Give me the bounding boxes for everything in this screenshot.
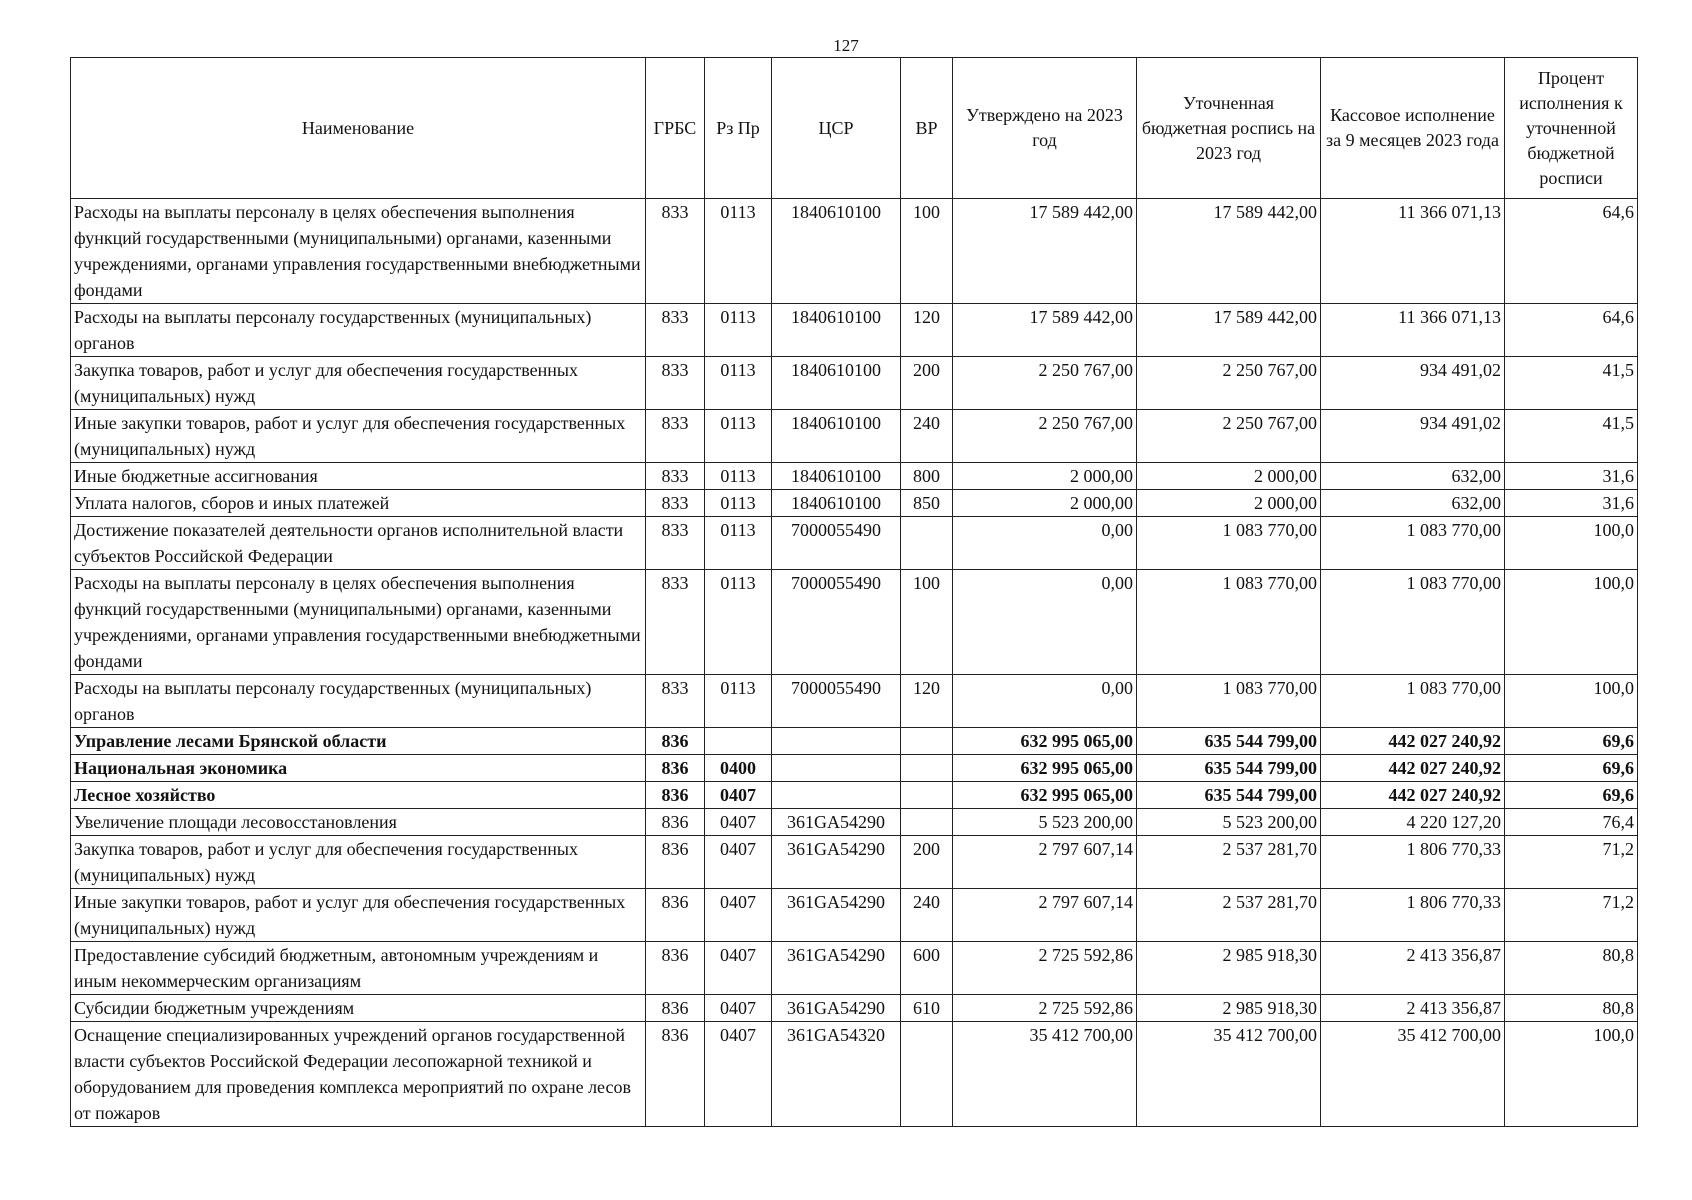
cell-executed: 2 413 356,87	[1321, 995, 1505, 1022]
cell-percent: 80,8	[1505, 942, 1638, 995]
cell-name: Достижение показателей деятельности органов исполнительной власти субъектов Российской Федерации	[71, 517, 646, 570]
cell-rzpr: 0113	[705, 199, 772, 304]
cell-approved: 2 797 607,14	[953, 836, 1137, 889]
cell-csr: 361GA54290	[772, 809, 901, 836]
cell-percent: 100,0	[1505, 675, 1638, 728]
cell-grbs: 836	[646, 889, 705, 942]
cell-rzpr: 0407	[705, 809, 772, 836]
cell-name: Уплата налогов, сборов и иных платежей	[71, 490, 646, 517]
cell-rzpr: 0113	[705, 675, 772, 728]
cell-name: Закупка товаров, работ и услуг для обеспечения государственных (муниципальных) нужд	[71, 836, 646, 889]
cell-refined: 635 544 799,00	[1137, 755, 1321, 782]
cell-name: Лесное хозяйство	[71, 782, 646, 809]
cell-rzpr: 0113	[705, 357, 772, 410]
cell-approved: 2 725 592,86	[953, 942, 1137, 995]
cell-refined: 2 000,00	[1137, 463, 1321, 490]
cell-approved: 632 995 065,00	[953, 728, 1137, 755]
cell-percent: 31,6	[1505, 490, 1638, 517]
table-row	[71, 410, 1638, 463]
table-row	[71, 199, 1638, 304]
header-refined: Уточненная бюджетная роспись на 2023 год	[1137, 58, 1321, 199]
cell-rzpr: 0407	[705, 889, 772, 942]
cell-csr: 1840610100	[772, 199, 901, 304]
cell-vr	[901, 782, 953, 809]
cell-executed: 442 027 240,92	[1321, 782, 1505, 809]
cell-percent: 71,2	[1505, 836, 1638, 889]
cell-vr: 100	[901, 199, 953, 304]
cell-grbs: 836	[646, 942, 705, 995]
cell-vr: 600	[901, 942, 953, 995]
cell-name: Закупка товаров, работ и услуг для обеспечения государственных (муниципальных) нужд	[71, 357, 646, 410]
header-approved: Утверждено на 2023 год	[953, 58, 1137, 199]
header-grbs: ГРБС	[646, 58, 705, 199]
table-header-row	[71, 58, 1638, 199]
cell-approved: 35 412 700,00	[953, 1022, 1137, 1127]
cell-vr: 240	[901, 889, 953, 942]
cell-name: Расходы на выплаты персоналу государственных (муниципальных) органов	[71, 304, 646, 357]
cell-refined: 17 589 442,00	[1137, 304, 1321, 357]
table-row	[71, 675, 1638, 728]
cell-rzpr: 0407	[705, 942, 772, 995]
cell-name: Иные закупки товаров, работ и услуг для обеспечения государственных (муниципальных) нужд	[71, 889, 646, 942]
header-executed: Кассовое исполнение за 9 месяцев 2023 года	[1321, 58, 1505, 199]
header-name: Наименование	[71, 58, 646, 199]
cell-grbs: 836	[646, 1022, 705, 1127]
cell-csr: 361GA54290	[772, 995, 901, 1022]
cell-approved: 17 589 442,00	[953, 304, 1137, 357]
cell-refined: 2 000,00	[1137, 490, 1321, 517]
cell-vr: 240	[901, 410, 953, 463]
table-row	[71, 889, 1638, 942]
header-percent: Процент исполнения к уточненной бюджетной росписи	[1505, 58, 1638, 199]
cell-approved: 5 523 200,00	[953, 809, 1137, 836]
cell-grbs: 836	[646, 728, 705, 755]
cell-approved: 632 995 065,00	[953, 782, 1137, 809]
cell-executed: 11 366 071,13	[1321, 199, 1505, 304]
cell-csr: 361GA54290	[772, 889, 901, 942]
cell-approved: 2 000,00	[953, 490, 1137, 517]
cell-executed: 934 491,02	[1321, 357, 1505, 410]
cell-refined: 2 250 767,00	[1137, 410, 1321, 463]
table-row	[71, 942, 1638, 995]
cell-vr: 200	[901, 836, 953, 889]
cell-grbs: 833	[646, 675, 705, 728]
cell-percent: 64,6	[1505, 199, 1638, 304]
cell-refined: 2 537 281,70	[1137, 836, 1321, 889]
cell-name: Расходы на выплаты персоналу в целях обеспечения выполнения функций государственными (муниципальными) органами, казенными учреждениями, органами управления государственными внебюджетными фондами	[71, 570, 646, 675]
cell-name: Управление лесами Брянской области	[71, 728, 646, 755]
cell-approved: 0,00	[953, 675, 1137, 728]
cell-csr: 7000055490	[772, 517, 901, 570]
cell-grbs: 833	[646, 517, 705, 570]
cell-name: Иные закупки товаров, работ и услуг для обеспечения государственных (муниципальных) нужд	[71, 410, 646, 463]
cell-rzpr: 0407	[705, 782, 772, 809]
cell-grbs: 836	[646, 995, 705, 1022]
cell-percent: 31,6	[1505, 463, 1638, 490]
table-row	[71, 357, 1638, 410]
cell-vr: 100	[901, 570, 953, 675]
cell-percent: 76,4	[1505, 809, 1638, 836]
cell-csr: 1840610100	[772, 410, 901, 463]
cell-vr: 610	[901, 995, 953, 1022]
cell-name: Оснащение специализированных учреждений органов государственной власти субъектов Российской Федерации лесопожарной техникой и оборудованием для проведения комплекса мероприятий по охране лесов от пожаров	[71, 1022, 646, 1127]
cell-percent: 41,5	[1505, 357, 1638, 410]
page-number: 127	[833, 36, 859, 55]
cell-vr	[901, 755, 953, 782]
cell-refined: 35 412 700,00	[1137, 1022, 1321, 1127]
table-row	[71, 517, 1638, 570]
cell-rzpr: 0113	[705, 570, 772, 675]
cell-executed: 1 806 770,33	[1321, 889, 1505, 942]
cell-vr	[901, 728, 953, 755]
cell-refined: 1 083 770,00	[1137, 517, 1321, 570]
cell-csr: 1840610100	[772, 357, 901, 410]
cell-rzpr: 0113	[705, 517, 772, 570]
cell-percent: 69,6	[1505, 782, 1638, 809]
table-body	[71, 199, 1638, 1127]
cell-name: Расходы на выплаты персоналу в целях обеспечения выполнения функций государственными (муниципальными) органами, казенными учреждениями, органами управления государственными внебюджетными фондами	[71, 199, 646, 304]
cell-rzpr	[705, 728, 772, 755]
cell-rzpr: 0113	[705, 410, 772, 463]
cell-refined: 2 985 918,30	[1137, 995, 1321, 1022]
cell-rzpr: 0113	[705, 490, 772, 517]
table-row	[71, 490, 1638, 517]
cell-rzpr: 0407	[705, 1022, 772, 1127]
table-row	[71, 782, 1638, 809]
cell-grbs: 833	[646, 570, 705, 675]
cell-approved: 2 000,00	[953, 463, 1137, 490]
cell-rzpr: 0113	[705, 463, 772, 490]
header-vr: ВР	[901, 58, 953, 199]
cell-percent: 41,5	[1505, 410, 1638, 463]
cell-rzpr: 0407	[705, 836, 772, 889]
cell-name: Национальная экономика	[71, 755, 646, 782]
cell-rzpr: 0400	[705, 755, 772, 782]
cell-name: Увеличение площади лесовосстановления	[71, 809, 646, 836]
cell-refined: 2 537 281,70	[1137, 889, 1321, 942]
table-row	[71, 809, 1638, 836]
table-row	[71, 304, 1638, 357]
cell-csr: 361GA54290	[772, 942, 901, 995]
cell-grbs: 833	[646, 410, 705, 463]
cell-percent: 69,6	[1505, 728, 1638, 755]
cell-percent: 100,0	[1505, 570, 1638, 675]
cell-grbs: 833	[646, 463, 705, 490]
cell-executed: 632,00	[1321, 490, 1505, 517]
cell-refined: 1 083 770,00	[1137, 570, 1321, 675]
cell-refined: 5 523 200,00	[1137, 809, 1321, 836]
cell-executed: 442 027 240,92	[1321, 728, 1505, 755]
cell-executed: 1 083 770,00	[1321, 675, 1505, 728]
cell-name: Субсидии бюджетным учреждениям	[71, 995, 646, 1022]
cell-vr	[901, 1022, 953, 1127]
cell-grbs: 836	[646, 836, 705, 889]
table-row	[71, 728, 1638, 755]
cell-percent: 64,6	[1505, 304, 1638, 357]
cell-vr: 200	[901, 357, 953, 410]
cell-csr	[772, 755, 901, 782]
cell-executed: 2 413 356,87	[1321, 942, 1505, 995]
cell-vr: 800	[901, 463, 953, 490]
cell-executed: 4 220 127,20	[1321, 809, 1505, 836]
cell-grbs: 833	[646, 490, 705, 517]
cell-csr: 1840610100	[772, 463, 901, 490]
cell-csr	[772, 728, 901, 755]
header-csr: ЦСР	[772, 58, 901, 199]
table-row	[71, 995, 1638, 1022]
cell-approved: 2 250 767,00	[953, 410, 1137, 463]
cell-refined: 635 544 799,00	[1137, 782, 1321, 809]
table-row	[71, 755, 1638, 782]
cell-executed: 934 491,02	[1321, 410, 1505, 463]
cell-approved: 2 250 767,00	[953, 357, 1137, 410]
cell-approved: 632 995 065,00	[953, 755, 1137, 782]
cell-csr	[772, 782, 901, 809]
cell-percent: 100,0	[1505, 1022, 1638, 1127]
cell-grbs: 833	[646, 357, 705, 410]
cell-percent: 71,2	[1505, 889, 1638, 942]
cell-approved: 2 725 592,86	[953, 995, 1137, 1022]
cell-executed: 35 412 700,00	[1321, 1022, 1505, 1127]
header-rzpr: Рз Пр	[705, 58, 772, 199]
cell-name: Расходы на выплаты персоналу государственных (муниципальных) органов	[71, 675, 646, 728]
cell-approved: 0,00	[953, 517, 1137, 570]
budget-execution-table	[70, 57, 1638, 1127]
cell-csr: 361GA54320	[772, 1022, 901, 1127]
cell-executed: 11 366 071,13	[1321, 304, 1505, 357]
cell-csr: 7000055490	[772, 675, 901, 728]
cell-percent: 80,8	[1505, 995, 1638, 1022]
cell-grbs: 836	[646, 809, 705, 836]
cell-vr: 120	[901, 304, 953, 357]
cell-grbs: 833	[646, 199, 705, 304]
cell-refined: 2 985 918,30	[1137, 942, 1321, 995]
cell-csr: 1840610100	[772, 304, 901, 357]
cell-vr	[901, 809, 953, 836]
cell-csr: 1840610100	[772, 490, 901, 517]
cell-executed: 1 083 770,00	[1321, 570, 1505, 675]
cell-executed: 442 027 240,92	[1321, 755, 1505, 782]
cell-name: Иные бюджетные ассигнования	[71, 463, 646, 490]
cell-csr: 361GA54290	[772, 836, 901, 889]
cell-approved: 0,00	[953, 570, 1137, 675]
cell-vr: 120	[901, 675, 953, 728]
cell-name: Предоставление субсидий бюджетным, автономным учреждениям и иным некоммерческим организациям	[71, 942, 646, 995]
cell-refined: 635 544 799,00	[1137, 728, 1321, 755]
table-row	[71, 463, 1638, 490]
cell-executed: 632,00	[1321, 463, 1505, 490]
table-row	[71, 1022, 1638, 1127]
cell-approved: 2 797 607,14	[953, 889, 1137, 942]
cell-vr	[901, 517, 953, 570]
cell-rzpr: 0113	[705, 304, 772, 357]
cell-refined: 17 589 442,00	[1137, 199, 1321, 304]
cell-refined: 1 083 770,00	[1137, 675, 1321, 728]
cell-executed: 1 806 770,33	[1321, 836, 1505, 889]
cell-percent: 100,0	[1505, 517, 1638, 570]
cell-vr: 850	[901, 490, 953, 517]
cell-grbs: 836	[646, 782, 705, 809]
cell-refined: 2 250 767,00	[1137, 357, 1321, 410]
cell-percent: 69,6	[1505, 755, 1638, 782]
cell-executed: 1 083 770,00	[1321, 517, 1505, 570]
cell-grbs: 836	[646, 755, 705, 782]
table-row	[71, 570, 1638, 675]
cell-grbs: 833	[646, 304, 705, 357]
cell-approved: 17 589 442,00	[953, 199, 1137, 304]
table-row	[71, 836, 1638, 889]
cell-csr: 7000055490	[772, 570, 901, 675]
cell-rzpr: 0407	[705, 995, 772, 1022]
